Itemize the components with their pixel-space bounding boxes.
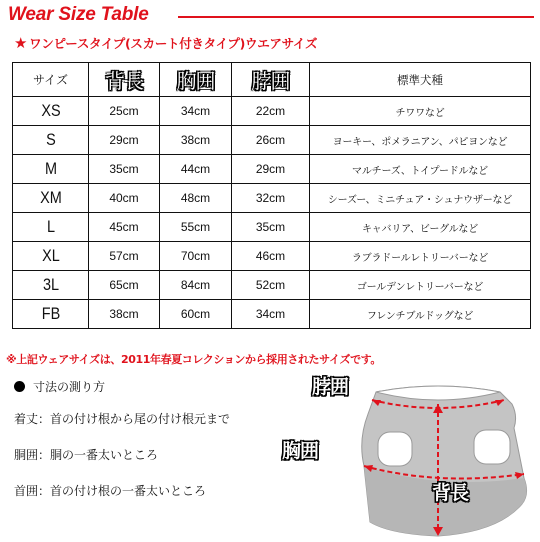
measure-chest: 胴囲：胴の一番太いところ bbox=[14, 448, 159, 462]
neck-cell: 46cm bbox=[232, 242, 310, 271]
neck-cell: 29cm bbox=[232, 155, 310, 184]
diagram-neck-label: 脖囲 bbox=[312, 376, 349, 398]
breed-cell: チワワなど bbox=[310, 97, 531, 126]
subtitle-text: ワンピースタイプ(スカート付きタイプ)ウエアサイズ bbox=[29, 36, 318, 51]
size-table bbox=[12, 62, 531, 329]
chest-cell: 55cm bbox=[160, 213, 232, 242]
garment-diagram bbox=[282, 370, 538, 542]
length-cell: 25cm bbox=[89, 97, 160, 126]
chest-cell: 84cm bbox=[160, 271, 232, 300]
table-row bbox=[13, 300, 531, 329]
size-cell: XS bbox=[18, 97, 83, 126]
star-icon: ★ bbox=[14, 34, 28, 52]
size-cell: XM bbox=[18, 184, 83, 213]
table-row bbox=[13, 242, 531, 271]
header-neck: 脖囲 bbox=[232, 63, 310, 97]
measure-neck: 首囲：首の付け根の一番太いところ bbox=[14, 484, 207, 498]
neck-cell: 35cm bbox=[232, 213, 310, 242]
breed-cell: キャバリア、ビーグルなど bbox=[310, 213, 531, 242]
size-cell: XL bbox=[18, 242, 83, 271]
chest-cell: 70cm bbox=[160, 242, 232, 271]
size-cell: M bbox=[18, 155, 83, 184]
length-cell: 38cm bbox=[89, 300, 160, 329]
chest-cell: 48cm bbox=[160, 184, 232, 213]
diagram-length-label: 背長 bbox=[432, 482, 469, 504]
measurement-heading-text: 寸法の測り方 bbox=[33, 380, 106, 394]
bullet-icon bbox=[14, 381, 25, 392]
table-header-row bbox=[13, 63, 531, 97]
leg-hole-right bbox=[474, 430, 510, 464]
length-cell: 35cm bbox=[89, 155, 160, 184]
breed-cell: シーズー、ミニチュア・シュナウザーなど bbox=[310, 184, 531, 213]
size-cell: S bbox=[18, 126, 83, 155]
title-rule bbox=[178, 16, 534, 18]
header-length: 背長 bbox=[89, 63, 160, 97]
chest-cell: 60cm bbox=[160, 300, 232, 329]
chest-cell: 44cm bbox=[160, 155, 232, 184]
breed-cell: ラブラドールレトリーバーなど bbox=[310, 242, 531, 271]
table-row bbox=[13, 155, 531, 184]
neck-cell: 32cm bbox=[232, 184, 310, 213]
size-cell: FB bbox=[18, 300, 83, 329]
subtitle bbox=[14, 34, 317, 52]
length-cell: 65cm bbox=[89, 271, 160, 300]
breed-cell: ヨーキー、ポメラニアン、パピヨンなど bbox=[310, 126, 531, 155]
header-breed: 標準犬種 bbox=[310, 63, 531, 97]
neck-cell: 22cm bbox=[232, 97, 310, 126]
breed-cell: フレンチブルドッグなど bbox=[310, 300, 531, 329]
neck-cell: 34cm bbox=[232, 300, 310, 329]
chest-cell: 34cm bbox=[160, 97, 232, 126]
header-chest: 胸囲 bbox=[160, 63, 232, 97]
neck-cell: 26cm bbox=[232, 126, 310, 155]
neck-cell: 52cm bbox=[232, 271, 310, 300]
table-row bbox=[13, 184, 531, 213]
header-size: サイズ bbox=[13, 63, 89, 97]
breed-cell: ゴールデンレトリーバーなど bbox=[310, 271, 531, 300]
length-cell: 57cm bbox=[89, 242, 160, 271]
length-cell: 40cm bbox=[89, 184, 160, 213]
diagram-chest-label: 胸囲 bbox=[282, 440, 319, 462]
size-cell: L bbox=[18, 213, 83, 242]
table-row bbox=[13, 126, 531, 155]
collection-note: ※上記ウェアサイズは、2011年春夏コレクションから採用されたサイズです。 bbox=[6, 353, 381, 366]
chest-cell: 38cm bbox=[160, 126, 232, 155]
table-row bbox=[13, 271, 531, 300]
breed-cell: マルチーズ、トイプードルなど bbox=[310, 155, 531, 184]
length-cell: 45cm bbox=[89, 213, 160, 242]
table-row bbox=[13, 97, 531, 126]
measurement-heading bbox=[14, 378, 105, 395]
size-cell: 3L bbox=[18, 271, 83, 300]
table-row bbox=[13, 213, 531, 242]
length-cell: 29cm bbox=[89, 126, 160, 155]
measure-length: 着丈：首の付け根から尾の付け根元まで bbox=[14, 412, 231, 426]
leg-hole-left bbox=[378, 432, 412, 466]
page-title: Wear Size Table bbox=[8, 4, 149, 25]
